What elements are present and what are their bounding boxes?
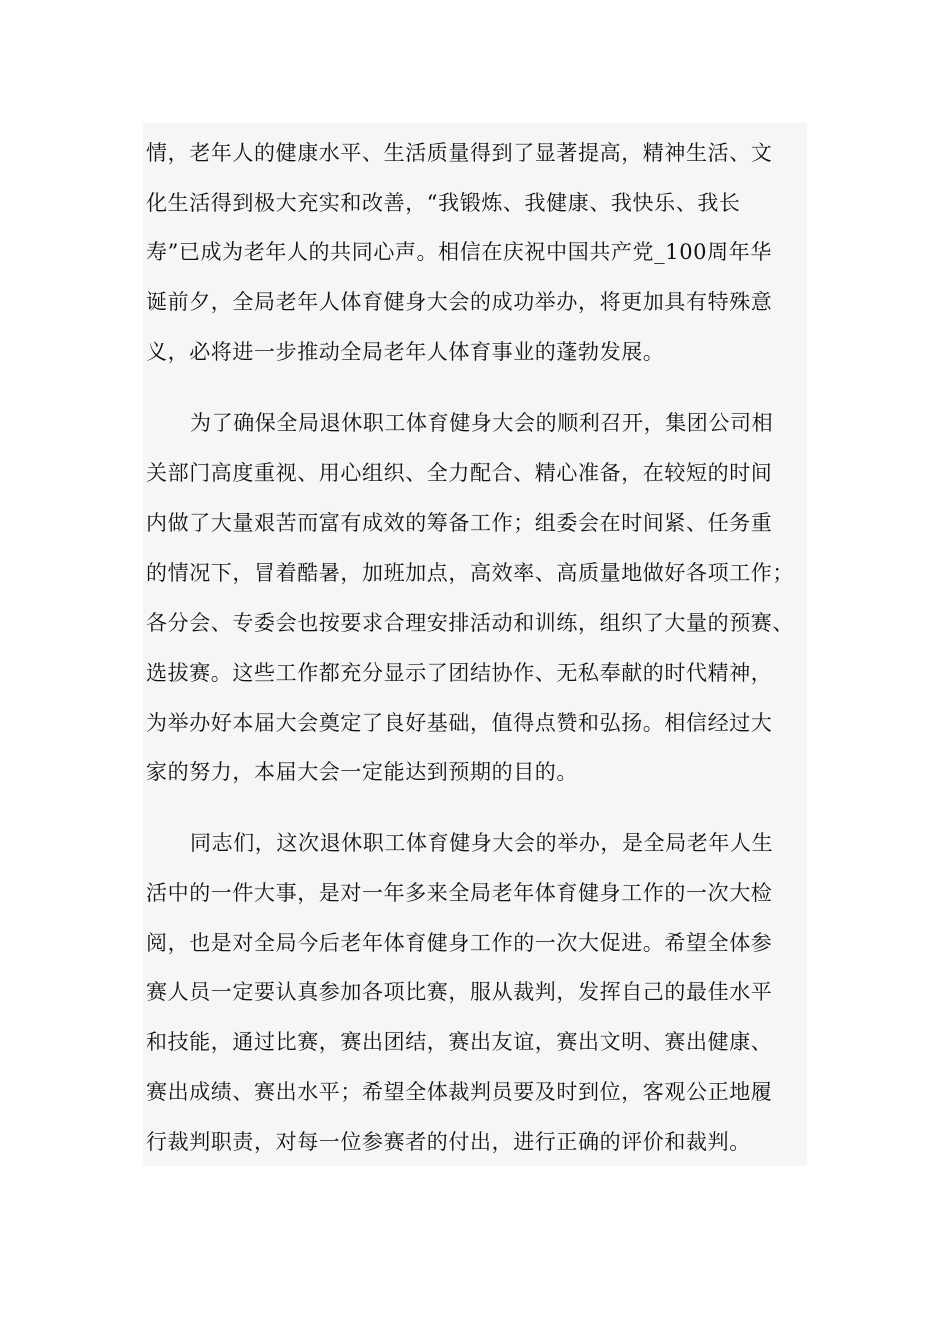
paragraph-2-line-5: 各分会、专委会也按要求合理安排活动和训练，组织了大量的预赛、: [146, 611, 794, 635]
document-body: [143, 123, 807, 1166]
paragraph-3-line-7: 行裁判职责，对每一位参赛者的付出，进行正确的评价和裁判。: [146, 1130, 751, 1154]
paragraph-3-line-4: 赛人员一定要认真参加各项比赛，服从裁判，发挥自己的最佳水平: [146, 980, 773, 1004]
paragraph-1-line-3: 寿”已成为老年人的共同心声。相信在庆祝中国共产党_100周年华: [146, 240, 772, 264]
paragraph-1-line-5: 义，必将进一步推动全局老年人体育事业的蓬勃发展。: [146, 340, 665, 364]
paragraph-2-line-2: 关部门高度重视、用心组织、全力配合、精心准备，在较短的时间: [146, 461, 773, 485]
paragraph-2-line-7: 为举办好本届大会奠定了良好基础，值得点赞和弘扬。相信经过大: [146, 711, 773, 735]
paragraph-1-line-1: 情，老年人的健康水平、生活质量得到了显著提高，精神生活、文: [146, 141, 773, 165]
paragraph-3-line-5: 和技能，通过比赛，赛出团结，赛出友谊，赛出文明、赛出健康、: [146, 1030, 773, 1054]
paragraph-2-line-4: 的情况下，冒着酷暑，加班加点，高效率、高质量地做好各项工作；: [146, 561, 794, 585]
paragraph-1-line-2: 化生活得到极大充实和改善，“我锻炼、我健康、我快乐、我长: [146, 191, 741, 215]
paragraph-2-line-1: 为了确保全局退休职工体育健身大会的顺利召开，集团公司相: [190, 411, 774, 435]
paragraph-2-line-8: 家的努力，本届大会一定能达到预期的目的。: [146, 760, 578, 784]
paragraph-3-line-3: 阅，也是对全局今后老年体育健身工作的一次大促进。希望全体参: [146, 931, 773, 955]
paragraph-1-line-4: 诞前夕，全局老年人体育健身大会的成功举办，将更加具有特殊意: [146, 290, 773, 314]
paragraph-3-line-2: 活中的一件大事，是对一年多来全局老年体育健身工作的一次大检: [146, 881, 773, 905]
paragraph-3-line-6: 赛出成绩、赛出水平；希望全体裁判员要及时到位，客观公正地履: [146, 1080, 773, 1104]
paragraph-2-line-3: 内做了大量艰苦而富有成效的筹备工作；组委会在时间紧、任务重: [146, 511, 773, 535]
paragraph-3-line-1: 同志们，这次退休职工体育健身大会的举办，是全局老年人生: [190, 831, 774, 855]
paragraph-2-line-6: 选拔赛。这些工作都充分显示了团结协作、无私奉献的时代精神，: [146, 661, 773, 685]
